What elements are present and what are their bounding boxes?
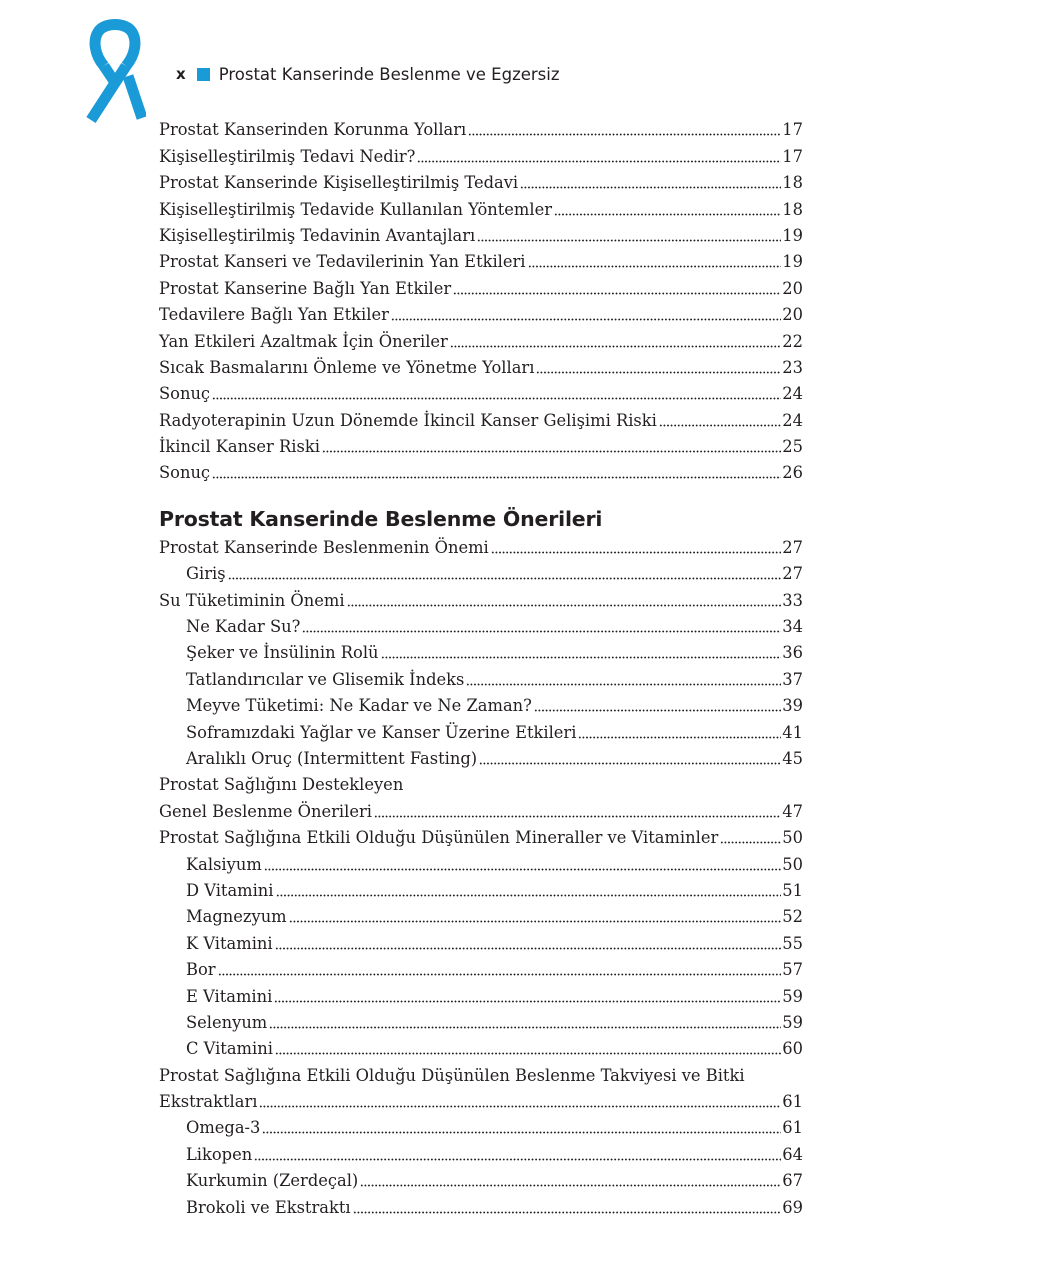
toc-entry-title: Sonuç: [159, 463, 211, 483]
toc-entry[interactable]: [159, 1087, 803, 1113]
toc-entry-title: Kişiselleştirilmiş Tedavinin Avantajları: [159, 225, 476, 245]
toc-entry-title: İkincil Kanser Riski: [159, 437, 320, 457]
toc-entry[interactable]: [159, 1060, 803, 1086]
dot-leader: [466, 676, 781, 686]
toc-entry-title: C Vitamini: [186, 1039, 273, 1059]
toc-entry-page: 22: [782, 331, 803, 351]
toc-entry[interactable]: [159, 379, 803, 405]
toc-entry-title: Ne Kadar Su?: [186, 617, 301, 637]
dot-leader: [520, 179, 781, 189]
toc-entry-title: Omega-3: [186, 1118, 261, 1138]
toc-entry-page: 25: [782, 437, 803, 457]
toc-subentry[interactable]: [159, 876, 803, 902]
dot-leader: [322, 443, 781, 453]
dot-leader: [302, 623, 781, 633]
toc-entry-title: Tedavilere Bağlı Yan Etkiler: [159, 305, 389, 325]
toc-subentry[interactable]: [159, 981, 803, 1007]
toc-entry[interactable]: [159, 221, 803, 247]
toc-entry-page: 18: [782, 199, 803, 219]
dot-leader: [259, 1098, 781, 1108]
dot-leader: [353, 1204, 782, 1214]
dot-leader: [534, 702, 781, 712]
toc-entry-page: 59: [782, 1012, 803, 1032]
dot-leader: [450, 338, 781, 348]
dot-leader: [218, 966, 782, 976]
toc-entry-page: 67: [782, 1171, 803, 1191]
toc-subentry[interactable]: [159, 1034, 803, 1060]
toc-entry-title: Prostat Sağlığını Destekleyen: [159, 775, 404, 795]
dot-leader: [269, 1019, 781, 1029]
dot-leader: [264, 861, 782, 871]
dot-leader: [289, 913, 782, 923]
awareness-ribbon-icon: [84, 18, 146, 124]
dot-leader: [720, 834, 781, 844]
toc-entry-title: Kişiselleştirilmiş Tedavi Nedir?: [159, 146, 416, 166]
toc-entry-title: Giriş: [186, 564, 226, 584]
dot-leader: [468, 126, 781, 136]
toc-entry[interactable]: [159, 353, 803, 379]
dot-leader: [491, 544, 782, 554]
toc-subentry[interactable]: [159, 612, 803, 638]
toc-entry-title: Bor: [186, 960, 216, 980]
toc-entry-title: Soframızdaki Yağlar ve Kanser Üzerine Etkileri: [186, 722, 577, 742]
toc-entry-title: D Vitamini: [186, 880, 274, 900]
toc-entry[interactable]: [159, 532, 803, 558]
toc-entry-page: 41: [782, 722, 803, 742]
toc-entry-title: Prostat Sağlığına Etkili Olduğu Düşünülen Beslenme Takviyesi ve Bitki: [159, 1065, 745, 1085]
toc-entry-page: 27: [782, 564, 803, 584]
toc-entry-title: Radyoterapinin Uzun Dönemde İkincil Kanser Gelişimi Riski: [159, 410, 657, 430]
toc-subentry[interactable]: [159, 1192, 803, 1218]
toc-entry-page: 60: [782, 1039, 803, 1059]
section-heading: Prostat Kanserinde Beslenme Önerileri: [159, 507, 603, 532]
dot-leader: [554, 206, 781, 216]
toc-entry-title: Brokoli ve Ekstraktı: [186, 1197, 351, 1217]
dot-leader: [360, 1177, 781, 1187]
toc-entry-page: 36: [782, 643, 803, 663]
toc-entry-page: 55: [782, 933, 803, 953]
toc-entry-title: Su Tüketiminin Önemi: [159, 590, 345, 610]
toc-subentry[interactable]: [159, 691, 803, 717]
dot-leader: [276, 887, 782, 897]
toc-entry[interactable]: [159, 405, 803, 431]
dot-leader: [212, 469, 781, 479]
toc-entry[interactable]: [159, 823, 803, 849]
toc-entry-title: Prostat Kanserine Bağlı Yan Etkiler: [159, 278, 452, 298]
toc-subentry[interactable]: [159, 1113, 803, 1139]
toc-subentry[interactable]: [159, 955, 803, 981]
toc-entry[interactable]: [159, 458, 803, 484]
toc-entry-title: Magnezyum: [186, 907, 287, 927]
toc-entry-page: 26: [782, 463, 803, 483]
toc-subentry[interactable]: [159, 717, 803, 743]
toc-entry-title: E Vitamini: [186, 986, 273, 1006]
dot-leader: [275, 940, 782, 950]
blue-square-icon: [197, 68, 210, 81]
toc-entry-title: Kalsiyum: [186, 854, 262, 874]
toc-entry-page: 34: [782, 617, 803, 637]
toc-entry-title: Kurkumin (Zerdeçal): [186, 1171, 359, 1191]
toc-entry-page: 69: [782, 1197, 803, 1217]
toc-entry-page: 52: [782, 907, 803, 927]
dot-leader: [479, 755, 781, 765]
dot-leader: [528, 258, 782, 268]
table-of-contents: [159, 115, 803, 1219]
toc-entry-title: Sıcak Basmalarını Önleme ve Yönetme Yolları: [159, 357, 535, 377]
toc-subentry[interactable]: [159, 1166, 803, 1192]
toc-entry[interactable]: [159, 115, 803, 141]
toc-subentry[interactable]: [159, 744, 803, 770]
dot-leader: [254, 1151, 781, 1161]
toc-entry-page: 37: [782, 669, 803, 689]
toc-entry-page: 24: [782, 384, 803, 404]
toc-entry[interactable]: [159, 247, 803, 273]
toc-entry-page: 17: [782, 120, 803, 140]
toc-entry[interactable]: [159, 141, 803, 167]
toc-entry-title: Ekstraktları: [159, 1092, 258, 1112]
toc-entry[interactable]: [159, 770, 803, 796]
toc-entry-title: Prostat Kanserinde Kişiselleştirilmiş Tedavi: [159, 173, 519, 193]
dot-leader: [275, 1045, 781, 1055]
toc-entry-title: Sonuç: [159, 384, 211, 404]
toc-entry-page: 50: [782, 854, 803, 874]
toc-entry-page: 27: [782, 537, 803, 557]
toc-entry-page: 20: [782, 278, 803, 298]
toc-entry[interactable]: [159, 273, 803, 299]
dot-leader: [391, 311, 781, 321]
dot-leader: [212, 390, 781, 400]
toc-entry-page: 61: [782, 1092, 803, 1112]
toc-subentry[interactable]: [159, 902, 803, 928]
dot-leader: [262, 1124, 781, 1134]
toc-subentry[interactable]: [159, 1008, 803, 1034]
toc-entry-page: 45: [782, 748, 803, 768]
toc-subentry[interactable]: [159, 849, 803, 875]
dot-leader: [477, 232, 781, 242]
toc-entry-page: 18: [782, 173, 803, 193]
dot-leader: [274, 993, 781, 1003]
toc-entry-page: 50: [782, 828, 803, 848]
toc-entry-title: Prostat Sağlığına Etkili Olduğu Düşünülen Mineraller ve Vitaminler: [159, 828, 719, 848]
toc-subentry[interactable]: [159, 559, 803, 585]
toc-entry-page: 51: [782, 880, 803, 900]
toc-entry-title: Selenyum: [186, 1012, 268, 1032]
toc-entry-page: 47: [782, 801, 803, 821]
toc-entry-title: Kişiselleştirilmiş Tedavide Kullanılan Yöntemler: [159, 199, 552, 219]
toc-entry-title: Meyve Tüketimi: Ne Kadar ve Ne Zaman?: [186, 696, 532, 716]
book-title: Prostat Kanserinde Beslenme ve Egzersiz: [218, 64, 560, 84]
page-number: x: [176, 65, 186, 83]
dot-leader: [347, 597, 782, 607]
toc-entry-page: 64: [782, 1144, 803, 1164]
toc-entry[interactable]: [159, 326, 803, 352]
dot-leader: [578, 729, 781, 739]
dot-leader: [228, 570, 782, 580]
dot-leader: [536, 364, 781, 374]
toc-entry[interactable]: [159, 585, 803, 611]
dot-leader: [453, 285, 781, 295]
toc-entry-title: Aralıklı Oruç (Intermittent Fasting): [186, 748, 478, 768]
toc-entry-page: 23: [782, 357, 803, 377]
toc-entry-title: Prostat Kanserinde Beslenmenin Önemi: [159, 537, 489, 557]
dot-leader: [659, 417, 781, 427]
toc-entry[interactable]: [159, 300, 803, 326]
dot-leader: [417, 153, 781, 163]
toc-entry-page: 33: [782, 590, 803, 610]
toc-entry-page: 24: [782, 410, 803, 430]
toc-entry-title: Prostat Kanserinden Korunma Yolları: [159, 120, 467, 140]
toc-entry-title: Genel Beslenme Önerileri: [159, 801, 372, 821]
running-header: [176, 62, 560, 86]
toc-entry-page: 57: [782, 960, 803, 980]
toc-entry-title: Yan Etkileri Azaltmak İçin Öneriler: [159, 331, 448, 351]
toc-entry-title: Prostat Kanseri ve Tedavilerinin Yan Etkileri: [159, 252, 526, 272]
toc-entry-page: 61: [782, 1118, 803, 1138]
toc-subentry[interactable]: [159, 638, 803, 664]
toc-entry-title: Likopen: [186, 1144, 253, 1164]
dot-leader: [374, 808, 781, 818]
toc-entry[interactable]: [159, 796, 803, 822]
toc-entry-page: 39: [782, 696, 803, 716]
toc-entry-page: 19: [782, 252, 803, 272]
toc-subentry[interactable]: [159, 1139, 803, 1165]
toc-subentry[interactable]: [159, 664, 803, 690]
toc-entry-page: 19: [782, 225, 803, 245]
dot-leader: [381, 649, 782, 659]
toc-entry[interactable]: [159, 168, 803, 194]
toc-entry[interactable]: [159, 432, 803, 458]
toc-entry-page: 20: [782, 305, 803, 325]
toc-entry-title: K Vitamini: [186, 933, 273, 953]
toc-entry-title: Şeker ve İnsülinin Rolü: [186, 643, 379, 663]
toc-entry-title: Tatlandırıcılar ve Glisemik İndeks: [186, 669, 465, 689]
toc-entry[interactable]: [159, 194, 803, 220]
toc-entry-page: 17: [782, 146, 803, 166]
toc-subentry[interactable]: [159, 928, 803, 954]
toc-entry-page: 59: [782, 986, 803, 1006]
